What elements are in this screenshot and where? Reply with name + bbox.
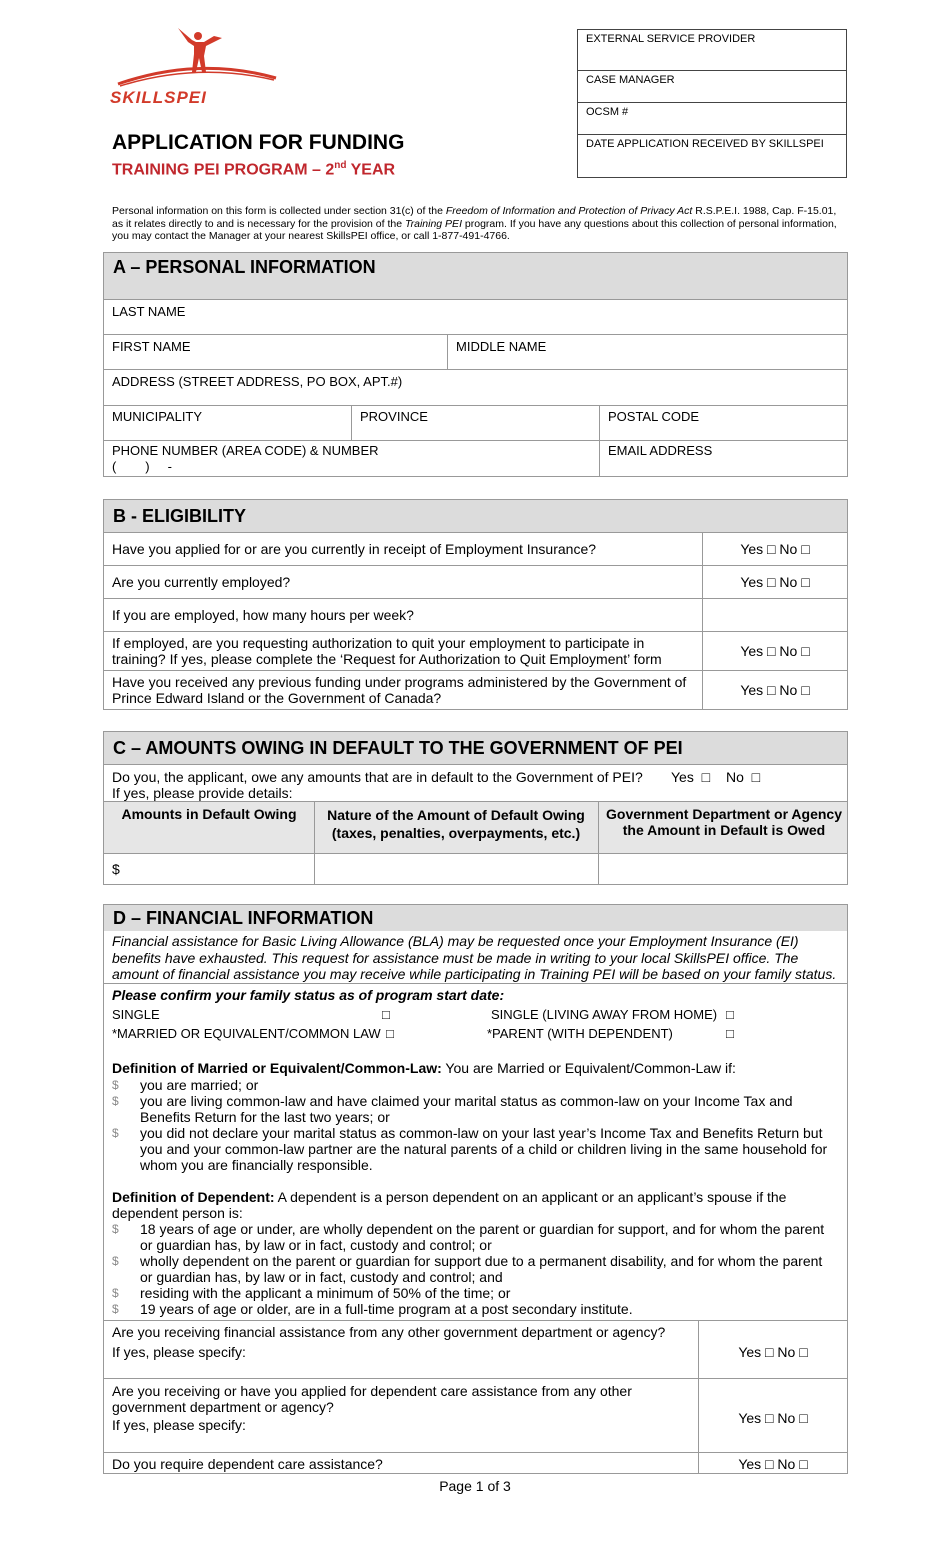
case-manager-field[interactable]: CASE MANAGER: [578, 71, 846, 103]
family-status-prompt: Please confirm your family status as of program start date:: [112, 987, 505, 1003]
col-header-amounts: Amounts in Default Owing: [121, 806, 297, 822]
default-table: [104, 801, 847, 884]
page-number: Page 1 of 3: [439, 1478, 511, 1494]
other-assistance-row: Are you receiving financial assistance from any other government department or agency? If yes, please specify: Yes □ No □: [104, 1321, 847, 1379]
checkbox-icon: □: [726, 1026, 734, 1041]
postal-code-field[interactable]: POSTAL CODE: [608, 409, 700, 424]
section-b-eligibility: [103, 499, 848, 710]
amount-owing-field[interactable]: $: [112, 861, 120, 877]
col-header-nature: Nature of the Amount of Default Owing (taxes, penalties, overpayments, etc.): [327, 807, 585, 841]
email-field[interactable]: EMAIL ADDRESS: [608, 443, 713, 458]
divider: [104, 983, 847, 984]
middle-name-field[interactable]: MIDDLE NAME: [456, 339, 547, 354]
dependent-care-applied-row: Are you receiving or have you applied for dependent care assistance from any other government department or agency? If yes, please specify: Yes □ No □: [104, 1379, 847, 1453]
hours-per-week-field[interactable]: [703, 599, 847, 631]
quit-yes-no[interactable]: Yes □ No □: [740, 643, 810, 659]
logo-text: SKILLSPEI: [110, 88, 207, 107]
eligibility-row-employed: Are you currently employed? Yes □ No □: [104, 566, 847, 599]
last-name-field[interactable]: LAST NAME: [104, 300, 847, 335]
province-field[interactable]: PROVINCE: [352, 406, 600, 440]
other-assistance-yes-no[interactable]: Yes □ No □: [738, 1344, 808, 1360]
first-name-field[interactable]: FIRST NAME: [104, 335, 448, 369]
municipality-field[interactable]: MUNICIPALITY: [104, 406, 352, 440]
page-title: APPLICATION FOR FUNDING: [112, 131, 405, 154]
dependent-bullet: $ 19 years of age or older, are in a full-time program at a post secondary institute.: [112, 1301, 633, 1317]
default-details-prompt: If yes, please provide details:: [112, 785, 293, 801]
married-bullet: $ you are living common-law and have claimed your marital status as common-law on your Income Tax and Benefits Return for the last two years; or: [112, 1093, 793, 1125]
married-definition: Definition of Married or Equivalent/Common-Law: You are Married or Equivalent/Common-Law if:: [112, 1060, 736, 1076]
bla-intro: Financial assistance for Basic Living Allowance (BLA) may be requested once your Employment Insurance (EI) benefits have exhausted. This request for assistance must be made in writing to your local SkillsPEI office. The amount of financial assistance you may receive while participating in Training PEI will be based on your family status.: [112, 933, 837, 982]
section-c-amounts-owing: [103, 731, 848, 885]
section-b-title: B - ELIGIBILITY: [104, 500, 847, 533]
dependent-bullet: $ residing with the applicant a minimum of 50% of the time; or: [112, 1285, 511, 1301]
dependent-bullet: $ 18 years of age or under, are wholly dependent on the parent or guardian for support, and for whom the parent or guardian has, by law or in fact, custody and control; or: [112, 1221, 825, 1253]
section-a-personal-information: [103, 252, 848, 477]
office-use-box: [577, 29, 847, 178]
ei-yes-no[interactable]: Yes □ No □: [740, 541, 810, 557]
address-field[interactable]: ADDRESS (STREET ADDRESS, PO BOX, APT.#): [104, 370, 847, 406]
dependent-bullet: $ wholly dependent on the parent or guardian for support due to a permanent disability, and for whom the parent or guardian has, by law or in fact, custody and control; and: [112, 1253, 823, 1285]
checkbox-icon: □: [386, 1026, 394, 1041]
status-parent[interactable]: *PARENT (WITH DEPENDENT) □: [487, 1026, 734, 1041]
employed-yes-no[interactable]: Yes □ No □: [740, 574, 810, 590]
ocsm-field[interactable]: OCSM #: [578, 103, 846, 135]
department-field[interactable]: [599, 854, 847, 885]
default-no-checkbox[interactable]: No □: [726, 769, 761, 785]
dependent-care-applied-yes-no[interactable]: Yes □ No □: [738, 1410, 808, 1426]
page-subtitle: TRAINING PEI PROGRAM – 2nd YEAR: [112, 160, 396, 179]
previous-funding-yes-no[interactable]: Yes □ No □: [740, 682, 810, 698]
privacy-notice: Personal information on this form is collected under section 31(c) of the Freedom of Information and Protection of Privacy Act R.S.P.E.I. 1988, Cap. F-15.01, as it relates directly to and is necessary for the provision of the Training PEI program. If you have any questions about this collection of personal information, you may contact the Manager at your nearest SkillsPEI office, or call 1-877-491-4766.: [112, 205, 837, 242]
eligibility-row-previous-funding: Have you received any previous funding under programs administered by the Government of Prince Edward Island or the Government of Canada? Yes □ No □: [104, 671, 847, 709]
married-bullet: $ you did not declare your marital status as common-law on your last year’s Income Tax and Benefits Return but you and your common-law partner are the natural parents of a child or children living in the same household for whom you are financially responsible.: [112, 1125, 828, 1173]
checkbox-icon: □: [382, 1007, 390, 1022]
section-a-title: A – PERSONAL INFORMATION: [104, 253, 847, 300]
col-header-department: Government Department or Agency the Amount in Default is Owed: [606, 806, 842, 838]
nature-field[interactable]: [315, 854, 598, 885]
default-yes-checkbox[interactable]: Yes □: [671, 769, 711, 785]
name-row: [104, 335, 847, 370]
married-bullet: $ you are married; or: [112, 1077, 259, 1093]
external-service-provider-field[interactable]: EXTERNAL SERVICE PROVIDER: [578, 30, 846, 71]
dependent-definition: Definition of Dependent: A dependent is a person dependent on an applicant or an applicant’s spouse if the dependent person is:: [112, 1189, 787, 1221]
contact-row: [104, 441, 847, 476]
phone-field[interactable]: PHONE NUMBER (AREA CODE) & NUMBER ( ) -: [104, 441, 600, 476]
status-single[interactable]: SINGLE □: [112, 1007, 390, 1022]
checkbox-icon: □: [726, 1007, 734, 1022]
dependent-care-required-yes-no[interactable]: Yes □ No □: [738, 1456, 808, 1472]
status-married[interactable]: *MARRIED OR EQUIVALENT/COMMON LAW □: [112, 1026, 394, 1041]
location-row: [104, 406, 847, 441]
eligibility-row-ei: Have you applied for or are you currently in receipt of Employment Insurance? Yes □ No □: [104, 533, 847, 566]
eligibility-row-hours: If you are employed, how many hours per week?: [104, 599, 847, 632]
section-c-title: C – AMOUNTS OWING IN DEFAULT TO THE GOVERNMENT OF PEI: [104, 732, 847, 765]
eligibility-row-quit: If employed, are you requesting authorization to quit your employment to participate in training? If yes, please complete the ‘Request for Authorization to Quit Employment’ form Yes □ No □: [104, 632, 847, 671]
dependent-care-required-row: Do you require dependent care assistance? Yes □ No □: [104, 1453, 847, 1474]
date-received-field[interactable]: DATE APPLICATION RECEIVED BY SKILLSPEI: [586, 138, 824, 150]
section-d-financial-information: [103, 904, 848, 1474]
skillspei-logo: [108, 26, 293, 111]
default-question: Do you, the applicant, owe any amounts that are in default to the Government of PEI?: [112, 769, 643, 785]
section-d-title: D – FINANCIAL INFORMATION: [104, 905, 847, 931]
financial-questions-table: [104, 1320, 847, 1473]
status-single-away[interactable]: SINGLE (LIVING AWAY FROM HOME) □: [491, 1007, 734, 1022]
